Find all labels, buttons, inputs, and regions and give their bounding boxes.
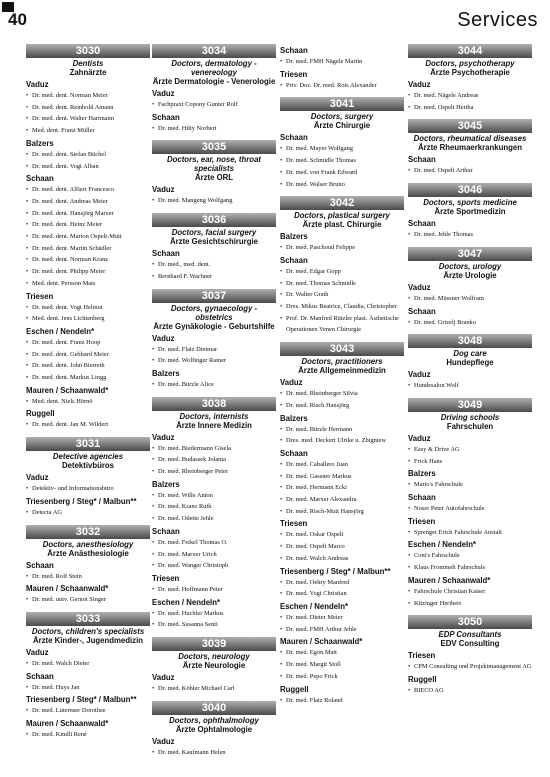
location-heading: Balzers [152,479,180,489]
listing-entry: • Med. dent. Franz Müller [26,125,150,137]
listing-entry: • Dr. med. Huys Jan [26,682,150,694]
category-title-de: Hundepflege [446,358,494,368]
category-section [152,701,276,759]
category-title-de: Ärzte Sportmedizin [434,207,506,217]
listing-entry: • Dr. med. Oskar Ospelt [280,529,404,541]
category-number: 3035 [152,140,276,154]
listing-entry: • Dr. med. dent. Norman Meier [26,90,150,102]
listing-entry: • Dr. med. Wolfinger Rainer [152,355,276,367]
listing-entry: • Dr. med. Ospelt Marco [280,541,404,553]
category-section [26,612,150,741]
listing-entry: • Dr. med. Budassek Jolanta [152,454,276,466]
category-title-de: Ärzte ORL [194,173,234,183]
listing-entry: • Dr. med. Feikel Thomas O. [152,537,276,549]
listing-entry: • Coni's Fahrschule [408,550,532,562]
listing-entry: • Dr. med. dent. John Bierreth [26,360,150,372]
listing-entry: • Dr. med. Risch Hansjörg [280,400,404,412]
category-number: 3032 [26,525,150,539]
category-section [408,44,532,113]
listing-entry: • Dr. med. dent. Philipp Meier [26,266,150,278]
listing-entry: • Dr. med. dent. Andreas Meier [26,196,150,208]
listing-entry: • Dr. med. dent. Heinz Meier [26,219,150,231]
listing-entry: • Prof. Dr. Manfred Rützler plast. Ästhetische Operationen Venen Chirurgie [280,313,404,336]
listing-entry: • Dr. med. Bürzle Hermann [280,424,404,436]
listing-entry: • Dr. med. Wanger Christoph [152,560,276,572]
location-heading: Vaduz [408,370,431,380]
category-title-en: Driving schools [440,412,500,422]
listing-entry: • Dr. med. dent. Norman Kranz [26,254,150,266]
category-number: 3043 [280,342,404,356]
category-section [408,119,532,177]
category-section [280,97,404,190]
listing-entry: • Detektiv- und Informationsbüro [26,483,150,495]
listing-entry: • Dr. med. dent. Markus Lingg [26,372,150,384]
listing-entry: • Dr. med. Edgar Gopp [280,266,404,278]
location-heading: Balzers [280,232,308,242]
category-section [152,289,276,391]
category-section [280,342,404,706]
listing-entry: • Dr. med. Jehle Thomas [408,229,532,241]
location-heading: Vaduz [152,333,175,343]
category-title-en: EDP Consultants [438,630,502,640]
listing-entry: • Med. dent. Persson Mats [26,278,150,290]
category-title-en: Doctors, practitioners [301,357,383,367]
listing-entry: • Dr. med. Thomas Schmidle [280,278,404,290]
location-heading: Triesen [152,573,180,583]
listing-entry: • Frick Hans [408,456,532,468]
listing-entry: • Dr. med. Caballero Juan [280,459,404,471]
location-heading: Eschen / Nendeln* [408,540,477,550]
column-1 [26,44,150,747]
location-heading: Schaan [408,219,436,229]
listing-entry: • Dr. med. Kindli René [26,729,150,741]
category-title-en: Doctors, rheumatical diseases [413,134,527,144]
location-heading: Triesenberg / Steg* / Malbun** [26,496,137,506]
category-title-de: Ärzte Allgemeinmedizin [298,366,386,376]
listing-entry: • Med. dent. Jens Lichtenberg [26,313,150,325]
category-title-de: Fahrschulen [446,421,494,431]
location-heading: Vaduz [152,432,175,442]
category-section [280,46,404,91]
category-title-en: Doctors, gynaecology - obstetrics [170,303,258,322]
location-heading: Vaduz [408,80,431,89]
location-heading: Ruggell [280,684,309,694]
listing-entry: • Dr. med. Rheinberger Silvia [280,388,404,400]
location-heading: Balzers [280,413,308,423]
listing-entry: • Dr. med. von Frank Edward [280,167,404,179]
listing-entry: • Easy & Drive AG [408,444,532,456]
location-heading: Balzers [408,469,436,479]
listing-entry: • Dr. med. Susanna Senti [152,619,276,631]
category-number: 3040 [152,701,276,715]
listing-entry: • Dr. med. Walch Andreas [280,553,404,565]
category-number: 3048 [408,334,532,348]
column-2 [152,44,276,764]
listing-entry: • Dr. med. Odette Jehle [152,513,276,525]
category-number: 3049 [408,398,532,412]
section-title: Services [457,9,538,31]
location-heading: Mauren / Schaanwald* [26,385,109,395]
category-section [152,44,276,134]
listing-entry: • Dr. med. Oehry Manfred [280,577,404,589]
listing-entry: • Dr. med. Mayer Wolfgang [280,143,404,155]
listing-entry: • BIECO AG [408,685,532,697]
listing-entry: • Dr. med. Luternser Dorothee [26,705,150,717]
listing-entry: • Dr. med. dent. Hansjörg Marxer [26,208,150,220]
listing-entry: • Dr. med. dent. Stefan Büchel [26,149,150,161]
listing-entry: • Dr. med. dent. Walter Hartmann [26,113,150,125]
category-section [26,525,150,606]
listing-entry: • Dr. med. univ. Gernot Singer [26,594,150,606]
location-heading: Schaan [152,112,180,122]
category-number: 3046 [408,183,532,197]
category-title-de: Ärzte Neurologie [182,661,246,671]
category-title-en: Dentists [72,59,104,68]
location-heading: Mauren / Schaanwald* [408,575,491,585]
category-title-de: Ärzte Urologie [443,270,497,280]
listing-entry: • Hundesalon Wolf [408,380,532,392]
listing-entry: • Dr. med. Dieter Meier [280,612,404,624]
location-heading: Schaan [26,671,54,681]
location-heading: Vaduz [280,378,303,388]
category-section [26,44,150,431]
category-number: 3037 [152,289,276,303]
listing-entry: • Dr. med. Flatz Roland [280,695,404,707]
category-title-en: Doctors, ophthalmology [169,715,259,725]
category-number: 3050 [408,615,532,629]
listing-entry: • Dr. med. Biedermann Gisela [152,443,276,455]
category-number: 3030 [26,44,150,58]
location-heading: Mauren / Schaanwald* [280,637,363,647]
category-number: 3047 [408,247,532,261]
category-section [408,615,532,696]
category-section [408,398,532,609]
listing-entry: • Dr. med. Marxer Urich [152,549,276,561]
location-heading: Eschen / Nendeln* [152,597,221,607]
location-heading: Eschen / Nendeln* [280,601,349,611]
location-heading: Eschen / Nendeln* [26,326,95,336]
listing-entry: • Klaus Frommelt Fahrschule [408,562,532,574]
location-heading: Triesen [280,69,308,79]
category-number: 3038 [152,397,276,411]
category-number: 3042 [280,196,404,210]
listing-entry: • Priv. Doz. Dr. med. Rois Alexander [280,80,404,92]
listing-entry: • Dr. med. Kaufmann Helen [152,747,276,759]
listing-entry: • Dr. med. FMH Nägele Martin [280,56,404,68]
listing-entry: • Dr. med. Kranz Ruth [152,501,276,513]
category-title-de: Ärzte Gesichtschirurgie [170,237,258,247]
category-number: 3033 [26,612,150,626]
category-number: 3041 [280,97,404,111]
category-title-de: Ärzte plast. Chirurgie [302,220,382,230]
location-heading: Triesenberg / Steg* / Malbun** [26,695,137,705]
listing-entry: • Dr. med. Pepo Frick [280,671,404,683]
category-title-en: Doctors, facial surgery [171,228,257,238]
location-heading: Schaan [152,526,180,536]
category-title-de: EDV Consulting [440,639,500,649]
category-title-de: Ärzte Psychotherapie [430,68,510,77]
listing-entry: • Mario's Fahrschule [408,479,532,491]
category-title-de: Zahnärzte [69,68,107,77]
listing-entry: • Dr. med. dent. Vogt Helmut [26,302,150,314]
listing-entry: • Noser Peter Autofahrschule [408,503,532,515]
listing-entry: • Dr. med. Mangeng Wolfgang [152,195,276,207]
listing-entry: • Fahrschule Christian Kaiser [408,586,532,598]
category-number: 3031 [26,437,150,451]
listing-entry: • Dr. med. Walser Bruno [280,179,404,191]
listing-entry: • Dr. med. Marxer Alexandra [280,494,404,506]
location-heading: Schaan [408,155,436,165]
listing-entry: • Dr. med. Schmidle Thomas [280,155,404,167]
category-title-en: Doctors, psychotherapy [425,59,515,68]
category-section [152,140,276,207]
listing-entry: • Dr. med. Ospelt Hertha [408,102,532,114]
category-section [408,247,532,328]
category-title-de: Ärzte Anästhesiologie [47,548,129,558]
location-heading: Vaduz [152,89,175,98]
category-title-en: Doctors, children's specialists [31,626,145,636]
location-heading: Schaan [280,133,308,143]
listing-entry: • Dr. med. dent. Reinhold Amann [26,102,150,114]
listing-entry: • Dr. med. Hermann Ecki [280,482,404,494]
category-number: 3034 [152,44,276,58]
category-number: 3044 [408,44,532,58]
location-heading: Vaduz [26,80,49,89]
listing-entry: • Dr. Walter Grath [280,289,404,301]
listing-entry: • Dr. med. Köhler Michael Carl [152,683,276,695]
listing-entry: • Dr. med. Bürzle Alice [152,379,276,391]
category-number: 3045 [408,119,532,133]
category-section [26,437,150,518]
category-title-en: Doctors, anesthesiology [42,539,134,549]
listing-entry: • Dr. med. Rolf Stein [26,571,150,583]
listing-entry: • Dr. med. Egon Matt [280,647,404,659]
category-section [152,637,276,695]
category-section [152,397,276,631]
page-number: 40 [8,10,27,29]
listing-entry: • Dr. med. FMH Arthur Jehle [280,624,404,636]
listing-entry: • Dr. med. Gassner Markus [280,471,404,483]
location-heading: Schaan [152,249,180,259]
location-heading: Ruggell [26,409,55,419]
category-section [152,213,276,282]
location-heading: Triesen [26,291,54,301]
location-heading: Ruggell [408,674,437,684]
category-title-de: Ärzte Dermatologie - Venerologie [152,77,276,86]
location-heading: Vaduz [152,736,175,746]
column-3 [280,44,404,712]
listing-entry: • Dr. med., med. dent. [152,259,276,271]
listing-entry: • Fachpraxt Copony Gunter Rolf [152,99,276,111]
category-number: 3039 [152,637,276,651]
location-heading: Vaduz [408,433,431,443]
location-heading: Triesen [408,516,436,526]
location-heading: Vaduz [152,673,175,683]
listing-entry: • Dr. med. Ospelt Arthur [408,165,532,177]
listing-entry: • Dr. med. dent. Alfieri Francesco [26,184,150,196]
category-title-en: Doctors, ear, nose, throat specialists [166,155,262,174]
category-title-en: Doctors, neurology [178,652,250,662]
listing-entry: • Detecta AG [26,507,150,519]
column-4 [408,44,532,703]
page-header [0,0,550,38]
location-heading: Schaan [26,560,54,570]
listing-entry: • Dr. med. Grizelj Branko [408,317,532,329]
location-heading: Triesen [280,519,308,529]
listing-entry: • Dr. med. dent. Martin Schädler [26,243,150,255]
listing-entry: • Dr. med. Hilty Norbert [152,123,276,135]
listing-entry: • Dres. Mikus Beatrice, Claudia, Christopher [280,301,404,313]
category-title-de: Ärzte Chirurgie [313,121,371,131]
listing-entry: • Dr. med. Margit Stoll [280,659,404,671]
listing-entry: • Dr. med. Paschoud Felippe [280,242,404,254]
category-title-en: Doctors, urology [438,261,502,271]
category-title-de: Ärzte Kinder-, Jugendmedizin [32,635,144,645]
location-heading: Vaduz [408,282,431,292]
listing-entry: • Kitzinger Heribert [408,598,532,610]
category-title-en: Doctors, internists [179,411,249,421]
category-title-de: Ärzte Innere Medizin [176,420,252,430]
location-heading: Vaduz [26,647,49,657]
listing-entry: • Dr. med. Walch Dieter [26,658,150,670]
listing-entry: • Dres. med. Deckert Ulrike u. Zbigniew [280,435,404,447]
listing-entry: • Dr. med. Rheinberger Peter [152,466,276,478]
location-heading: Schaan [280,255,308,265]
category-title-en: Doctors, surgery [310,112,374,122]
location-heading: Schaan [408,306,436,316]
location-heading: Schaan [280,448,308,458]
location-heading: Schaan [280,46,308,55]
category-title-de: Ärzte Rheumaerkrankungen [418,143,522,153]
listing-entry: • Dr. med. Hoffmann Peter [152,584,276,596]
category-title-en: Dog care [453,349,487,359]
location-heading: Vaduz [26,473,49,483]
listing-entry: • Dr. med. dent. Vogt Alban [26,161,150,173]
listing-entry: • CPM Consulting und Projektmanagement AG [408,661,532,673]
category-section [408,183,532,241]
location-heading: Triesen [408,651,436,661]
listing-entry: • Dr. med. dent. Gebhard Meier [26,349,150,361]
listing-entry: • Dr. med. Risch-Mutt Hansjörg [280,506,404,518]
category-title-de: Detektivbüros [62,461,114,471]
listing-entry: • Med. dent. Niels Hörnö [26,396,150,408]
listing-entry: • Dr. med. Wille Anton [152,490,276,502]
category-title-en: Doctors, sports medicine [423,198,517,208]
category-number: 3036 [152,213,276,227]
category-title-en: Doctors, plastical surgery [294,211,390,221]
location-heading: Triesenberg / Steg* / Malbun** [280,566,391,576]
location-heading: Balzers [152,368,180,378]
listing-entry: • Dr. med. dent. Jan M. Wildert [26,419,150,431]
location-heading: Schaan [408,493,436,503]
location-heading: Balzers [26,138,54,148]
listing-entry: • Dr. med. Flatz Dietmar [152,344,276,356]
listing-entry: • Dr. med. dent. Marion Ospelt-Mutt [26,231,150,243]
listing-entry: • Sprenger Erich Fahrschule Anstalt [408,527,532,539]
listing-entry: • Bernhard F. Wachner [152,271,276,283]
category-title-en: Doctors, dermatology - venereology [171,59,257,77]
category-title-en: Detective agencies [52,452,124,462]
location-heading: Schaan [26,174,54,184]
location-heading: Mauren / Schaanwald* [26,719,109,729]
listing-entry: • Dr. med. Nägele Andreas [408,90,532,102]
listing-entry: • Dr. med. dent. Franz Hoop [26,337,150,349]
category-section [408,334,532,392]
category-title-de: Ärzte Ophtalmologie [175,724,253,734]
listing-entry: • Dr. med. Huchler Markus [152,608,276,620]
listing-entry: • Dr. med. Vogt Christian [280,588,404,600]
category-title-de: Ärzte Gynäkologie - Geburtshilfe [153,321,275,331]
listing-entry: • Dr. med. Müssner Wolfram [408,293,532,305]
location-heading: Mauren / Schaanwald* [26,584,109,594]
location-heading: Vaduz [152,185,175,195]
category-section [280,196,404,336]
